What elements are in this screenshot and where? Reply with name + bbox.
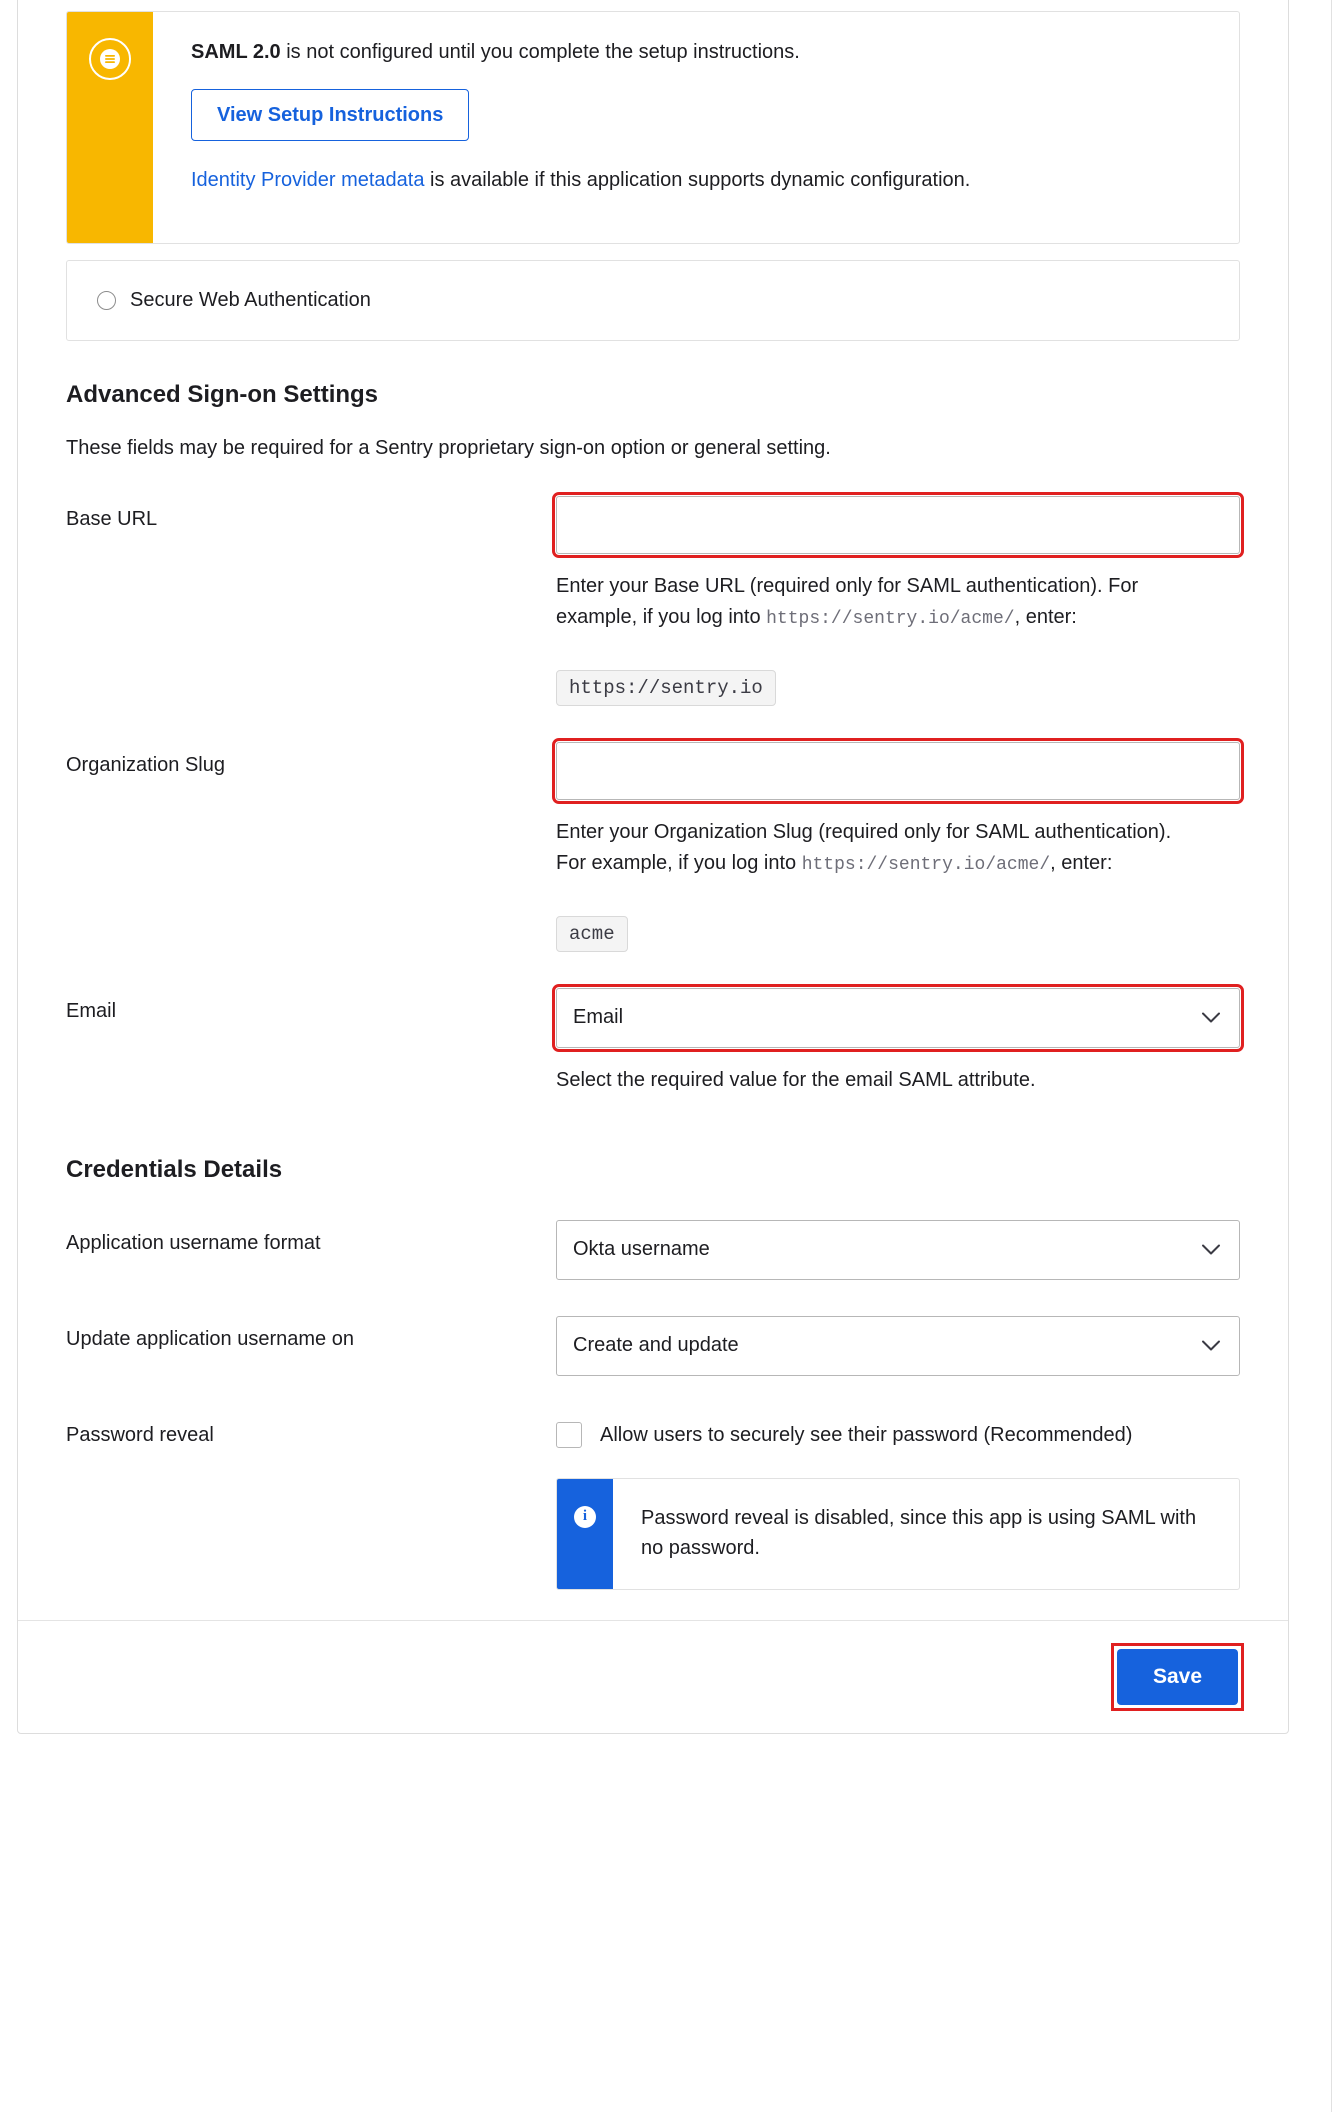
- update-application-username-selected-value: Create and update: [573, 1334, 739, 1357]
- email-attribute-label: Email: [66, 999, 117, 1022]
- base-url-control: [556, 496, 1240, 706]
- info-icon: i: [574, 1506, 596, 1528]
- password-reveal-checkbox-row[interactable]: [556, 1412, 1240, 1450]
- update-application-username-control: [556, 1316, 1240, 1376]
- organization-slug-label: Organization Slug: [66, 753, 225, 776]
- application-username-format-control: [556, 1220, 1240, 1280]
- organization-slug-help-code: https://sentry.io/acme/: [801, 854, 1051, 875]
- password-reveal-label: Password reveal: [66, 1423, 214, 1446]
- password-reveal-control: [556, 1412, 1240, 1590]
- identity-provider-metadata-link[interactable]: Identity Provider metadata: [191, 169, 425, 191]
- card-footer: [18, 1620, 1288, 1733]
- banner-message-bold: SAML 2.0: [191, 41, 281, 63]
- credentials-details-title: Credentials Details: [66, 1155, 283, 1183]
- card-body: [18, 0, 1288, 1620]
- application-username-format-row: [66, 1220, 1240, 1280]
- base-url-help-part1: Enter your Base URL (required only for SAML authentication). For example, if you log into: [556, 575, 1139, 628]
- saml-settings-card: [17, 0, 1289, 1734]
- organization-slug-help-part2: , enter:: [1050, 851, 1113, 874]
- base-url-help-code: https://sentry.io/acme/: [766, 609, 1015, 629]
- organization-slug-control: [556, 742, 1240, 952]
- application-username-format-label: Application username format: [66, 1231, 321, 1254]
- save-button[interactable]: Save: [1117, 1649, 1238, 1705]
- base-url-help-part2: , enter:: [1014, 606, 1077, 628]
- application-username-format-selected-value: Okta username: [573, 1238, 710, 1261]
- saml-list-icon: [89, 38, 131, 80]
- base-url-label: Base URL: [66, 508, 158, 530]
- advanced-signon-settings-description: These fields may be required for a Sentry proprietary sign-on option or general setting.: [66, 437, 831, 459]
- email-attribute-help: Select the required value for the email SAML attribute.: [556, 1068, 1036, 1091]
- password-reveal-info-text: Password reveal is disabled, since this app is using SAML with no password.: [641, 1506, 1197, 1559]
- base-url-row: [66, 496, 1240, 706]
- update-application-username-select[interactable]: [556, 1316, 1240, 1376]
- email-attribute-row: [66, 988, 1240, 1116]
- advanced-signon-settings-title: Advanced Sign-on Settings: [66, 381, 379, 408]
- organization-slug-example-chip: acme: [556, 916, 628, 952]
- update-application-username-row: [66, 1316, 1240, 1376]
- banner-stripe: [67, 12, 153, 243]
- email-attribute-selected-value: Email: [573, 1006, 624, 1029]
- organization-slug-input[interactable]: [556, 742, 1240, 800]
- banner-content: [153, 12, 996, 243]
- banner-metadata-line: [191, 165, 970, 195]
- password-reveal-checkbox-label: Allow users to securely see their password (Recommended): [600, 1423, 1133, 1446]
- organization-slug-help: [556, 817, 1196, 880]
- organization-slug-row: [66, 742, 1240, 952]
- saml-not-configured-banner: [66, 11, 1240, 244]
- save-button-highlight: [1115, 1647, 1240, 1707]
- email-attribute-select[interactable]: [556, 988, 1240, 1048]
- banner-metadata-rest: is available if this application supports dynamic configuration.: [424, 169, 971, 191]
- base-url-example-chip: https://sentry.io: [556, 670, 776, 706]
- chevron-down-icon: [1201, 1006, 1221, 1029]
- chevron-down-icon: [1201, 1238, 1221, 1261]
- view-setup-instructions-button[interactable]: View Setup Instructions: [191, 89, 469, 141]
- password-reveal-info-box: [556, 1478, 1240, 1590]
- password-reveal-checkbox[interactable]: [556, 1422, 582, 1448]
- banner-message-rest: is not configured until you complete the setup instructions.: [280, 41, 800, 63]
- base-url-help: [556, 571, 1196, 634]
- chevron-down-icon: [1201, 1334, 1221, 1357]
- organization-slug-help-part1: Enter your Organization Slug (required only for SAML authentication). For example, if you log into: [556, 820, 1172, 874]
- banner-message: [191, 38, 970, 67]
- info-stripe: [557, 1479, 613, 1589]
- secure-web-authentication-label: Secure Web Authentication: [130, 289, 371, 311]
- secure-web-authentication-option[interactable]: [66, 260, 1240, 341]
- base-url-input[interactable]: [556, 496, 1240, 554]
- password-reveal-row: [66, 1412, 1240, 1590]
- email-attribute-control: [556, 988, 1240, 1116]
- update-application-username-label: Update application username on: [66, 1327, 354, 1350]
- application-username-format-select[interactable]: [556, 1220, 1240, 1280]
- secure-web-authentication-radio[interactable]: [97, 291, 116, 310]
